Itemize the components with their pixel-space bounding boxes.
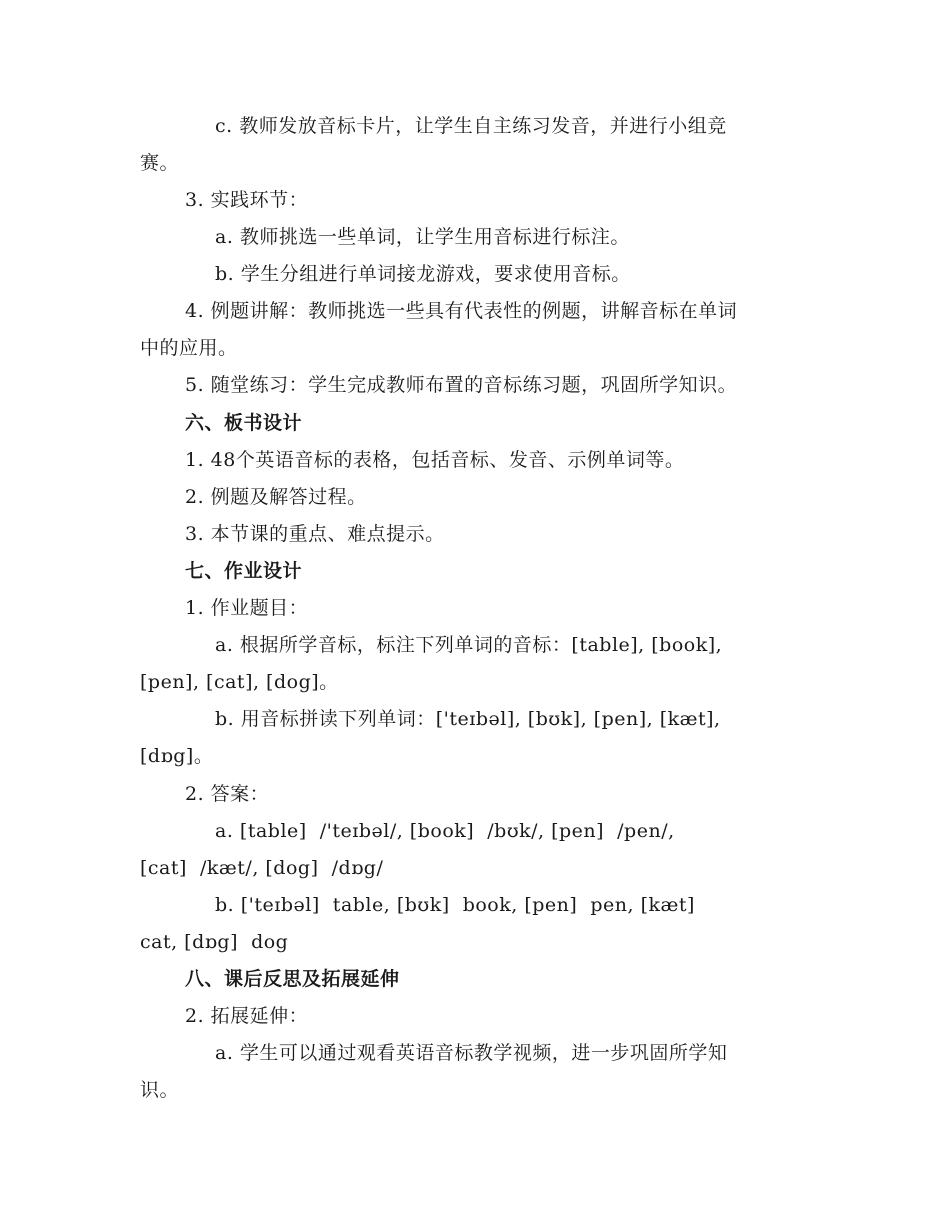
list-item: 2. 拓展延伸： <box>185 1005 309 1027</box>
list-item: 4. 例题讲解：教师挑选一些具有代表性的例题，讲解音标在单词 <box>185 300 738 322</box>
paragraph-line: [pen], [cat], [dog]。 <box>140 671 339 693</box>
list-item: 5. 随堂练习：学生完成教师布置的音标练习题，巩固所学知识。 <box>185 374 738 396</box>
paragraph-line: 赛。 <box>140 152 180 174</box>
list-item: 2. 例题及解答过程。 <box>185 486 367 508</box>
paragraph-line: 中的应用。 <box>140 337 238 359</box>
list-item: b. 用音标拼读下列单词：['teɪbəl], [bʊk], [pen], [kæt], <box>215 708 721 730</box>
section-heading: 六、板书设计 <box>185 412 303 434</box>
paragraph-line: [dɒg]。 <box>140 745 214 767</box>
list-item: 2. 答案： <box>185 783 270 805</box>
list-item: 3. 实践环节： <box>185 189 309 211</box>
list-item: b. ['teɪbəl] table, [bʊk] book, [pen] pen, [kæt] <box>215 894 695 916</box>
list-item: a. 学生可以通过观看英语音标教学视频，进一步巩固所学知 <box>215 1042 728 1064</box>
paragraph-line: cat, [dɒg] dog <box>140 931 289 953</box>
list-item: 1. 48个英语音标的表格，包括音标、发音、示例单词等。 <box>185 449 685 471</box>
list-item: a. [table] /'teɪbəl/, [book] /bʊk/, [pen] /pen/, <box>215 820 675 842</box>
list-item: b. 学生分组进行单词接龙游戏，要求使用音标。 <box>215 263 631 285</box>
list-item: a. 教师挑选一些单词，让学生用音标进行标注。 <box>215 226 630 248</box>
paragraph-line: [cat] /kæt/, [dog] /dɒg/ <box>140 857 384 879</box>
list-item: a. 根据所学音标，标注下列单词的音标：[table], [book], <box>215 634 723 656</box>
section-heading: 八、课后反思及拓展延伸 <box>185 968 400 990</box>
paragraph-line: c. 教师发放音标卡片，让学生自主练习发音，并进行小组竞 <box>215 115 727 137</box>
list-item: 1. 作业题目： <box>185 597 309 619</box>
paragraph-line: 识。 <box>140 1079 180 1101</box>
list-item: 3. 本节课的重点、难点提示。 <box>185 523 445 545</box>
section-heading: 七、作业设计 <box>185 560 303 582</box>
